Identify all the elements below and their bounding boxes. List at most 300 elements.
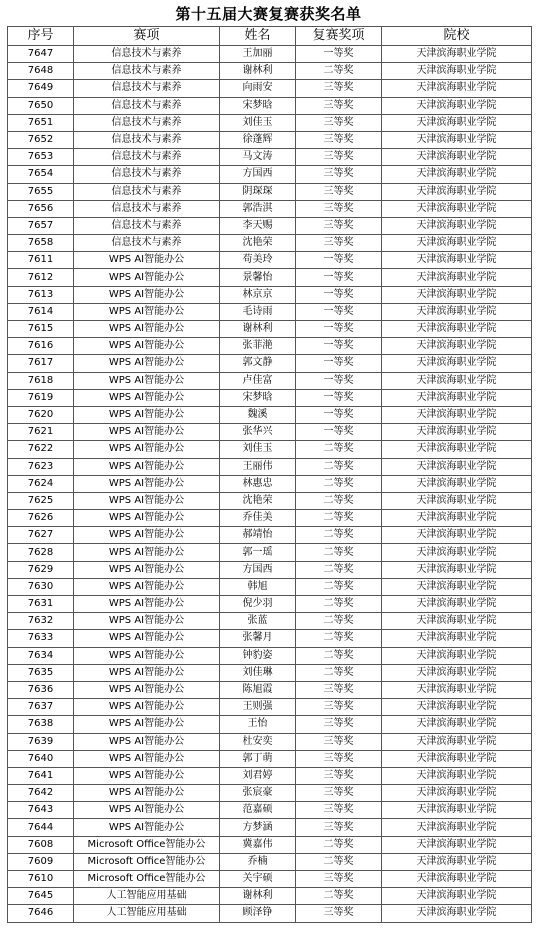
cell-name: 郭丁萌	[220, 750, 296, 767]
cell-id: 7649	[8, 80, 74, 97]
cell-school: 天津滨海职业学院	[382, 767, 532, 784]
cell-event: WPS AI智能办公	[74, 699, 220, 716]
cell-id: 7625	[8, 492, 74, 509]
cell-id: 7654	[8, 166, 74, 183]
cell-id: 7622	[8, 441, 74, 458]
cell-id: 7652	[8, 131, 74, 148]
table-row	[8, 664, 532, 681]
cell-school: 天津滨海职业学院	[382, 836, 532, 853]
table-row	[8, 699, 532, 716]
cell-event: WPS AI智能办公	[74, 338, 220, 355]
cell-name: 张华兴	[220, 424, 296, 441]
cell-event: WPS AI智能办公	[74, 802, 220, 819]
cell-name: 景馨怡	[220, 269, 296, 286]
cell-award: 一等奖	[296, 389, 382, 406]
cell-event: WPS AI智能办公	[74, 321, 220, 338]
cell-school: 天津滨海职业学院	[382, 200, 532, 217]
cell-event: Microsoft Office智能办公	[74, 836, 220, 853]
cell-school: 天津滨海职业学院	[382, 699, 532, 716]
cell-award: 二等奖	[296, 441, 382, 458]
cell-school: 天津滨海职业学院	[382, 853, 532, 870]
table-row	[8, 114, 532, 131]
table-row	[8, 596, 532, 613]
table-row	[8, 716, 532, 733]
cell-event: WPS AI智能办公	[74, 424, 220, 441]
cell-school: 天津滨海职业学院	[382, 888, 532, 905]
cell-award: 二等奖	[296, 664, 382, 681]
table-row	[8, 492, 532, 509]
cell-name: 沈艳荣	[220, 492, 296, 509]
cell-id: 7653	[8, 149, 74, 166]
cell-name: 毛诗雨	[220, 303, 296, 320]
cell-name: 苟美玲	[220, 252, 296, 269]
cell-award: 二等奖	[296, 596, 382, 613]
cell-award: 二等奖	[296, 475, 382, 492]
cell-event: WPS AI智能办公	[74, 441, 220, 458]
cell-name: 方国西	[220, 561, 296, 578]
table-row	[8, 578, 532, 595]
cell-id: 7646	[8, 905, 74, 922]
cell-school: 天津滨海职业学院	[382, 596, 532, 613]
cell-id: 7648	[8, 63, 74, 80]
cell-id: 7655	[8, 183, 74, 200]
cell-award: 三等奖	[296, 750, 382, 767]
table-row	[8, 767, 532, 784]
cell-award: 三等奖	[296, 114, 382, 131]
cell-name: 方国西	[220, 166, 296, 183]
cell-id: 7608	[8, 836, 74, 853]
cell-school: 天津滨海职业学院	[382, 630, 532, 647]
header-id: 序号	[8, 27, 74, 46]
cell-name: 郭一瑶	[220, 544, 296, 561]
cell-id: 7618	[8, 372, 74, 389]
cell-school: 天津滨海职业学院	[382, 166, 532, 183]
table-row	[8, 149, 532, 166]
cell-school: 天津滨海职业学院	[382, 458, 532, 475]
cell-name: 范嘉硕	[220, 802, 296, 819]
cell-award: 三等奖	[296, 80, 382, 97]
table-row	[8, 217, 532, 234]
cell-event: 信息技术与素养	[74, 46, 220, 63]
cell-school: 天津滨海职业学院	[382, 63, 532, 80]
cell-id: 7650	[8, 97, 74, 114]
cell-name: 钟豹姿	[220, 647, 296, 664]
cell-name: 郝靖怡	[220, 527, 296, 544]
cell-award: 二等奖	[296, 458, 382, 475]
header-name: 姓名	[220, 27, 296, 46]
cell-id: 7658	[8, 235, 74, 252]
cell-award: 一等奖	[296, 424, 382, 441]
cell-school: 天津滨海职业学院	[382, 664, 532, 681]
cell-school: 天津滨海职业学院	[382, 252, 532, 269]
cell-id: 7613	[8, 286, 74, 303]
cell-id: 7629	[8, 561, 74, 578]
cell-school: 天津滨海职业学院	[382, 475, 532, 492]
cell-award: 一等奖	[296, 286, 382, 303]
cell-award: 三等奖	[296, 200, 382, 217]
cell-school: 天津滨海职业学院	[382, 303, 532, 320]
cell-event: 人工智能应用基础	[74, 888, 220, 905]
cell-id: 7632	[8, 613, 74, 630]
cell-award: 一等奖	[296, 406, 382, 423]
cell-school: 天津滨海职业学院	[382, 217, 532, 234]
cell-school: 天津滨海职业学院	[382, 561, 532, 578]
cell-event: 信息技术与素养	[74, 131, 220, 148]
cell-name: 陈旭霞	[220, 681, 296, 698]
cell-school: 天津滨海职业学院	[382, 733, 532, 750]
table-row	[8, 355, 532, 372]
cell-school: 天津滨海职业学院	[382, 149, 532, 166]
table-row	[8, 544, 532, 561]
cell-event: WPS AI智能办公	[74, 406, 220, 423]
cell-name: 郭浩淇	[220, 200, 296, 217]
table-row	[8, 338, 532, 355]
cell-id: 7636	[8, 681, 74, 698]
cell-name: 谢林利	[220, 888, 296, 905]
cell-school: 天津滨海职业学院	[382, 785, 532, 802]
cell-award: 一等奖	[296, 269, 382, 286]
cell-school: 天津滨海职业学院	[382, 46, 532, 63]
cell-event: WPS AI智能办公	[74, 355, 220, 372]
table-row	[8, 200, 532, 217]
cell-id: 7611	[8, 252, 74, 269]
cell-event: 信息技术与素养	[74, 183, 220, 200]
cell-id: 7624	[8, 475, 74, 492]
cell-award: 三等奖	[296, 699, 382, 716]
cell-name: 郭文静	[220, 355, 296, 372]
cell-id: 7640	[8, 750, 74, 767]
cell-name: 沈艳荣	[220, 235, 296, 252]
cell-award: 二等奖	[296, 647, 382, 664]
cell-id: 7645	[8, 888, 74, 905]
cell-name: 杜安奕	[220, 733, 296, 750]
cell-name: 林京京	[220, 286, 296, 303]
cell-event: WPS AI智能办公	[74, 286, 220, 303]
cell-school: 天津滨海职业学院	[382, 389, 532, 406]
cell-id: 7626	[8, 510, 74, 527]
cell-name: 卢佳富	[220, 372, 296, 389]
cell-id: 7631	[8, 596, 74, 613]
cell-school: 天津滨海职业学院	[382, 819, 532, 836]
cell-name: 刘君婷	[220, 767, 296, 784]
cell-event: WPS AI智能办公	[74, 767, 220, 784]
cell-name: 刘佳玉	[220, 441, 296, 458]
cell-award: 三等奖	[296, 217, 382, 234]
document-title: 第十五届大赛复赛获奖名单	[175, 5, 362, 23]
cell-school: 天津滨海职业学院	[382, 269, 532, 286]
table-row	[8, 561, 532, 578]
cell-award: 一等奖	[296, 372, 382, 389]
cell-event: WPS AI智能办公	[74, 492, 220, 509]
cell-award: 一等奖	[296, 252, 382, 269]
cell-name: 张宸豪	[220, 785, 296, 802]
table-row	[8, 836, 532, 853]
header-award: 复赛奖项	[296, 27, 382, 46]
table-row	[8, 97, 532, 114]
cell-id: 7621	[8, 424, 74, 441]
cell-school: 天津滨海职业学院	[382, 681, 532, 698]
cell-name: 谢林利	[220, 321, 296, 338]
cell-award: 二等奖	[296, 853, 382, 870]
cell-id: 7651	[8, 114, 74, 131]
cell-name: 韩旭	[220, 578, 296, 595]
cell-event: WPS AI智能办公	[74, 303, 220, 320]
cell-award: 二等奖	[296, 836, 382, 853]
cell-id: 7647	[8, 46, 74, 63]
cell-id: 7617	[8, 355, 74, 372]
cell-name: 王加丽	[220, 46, 296, 63]
cell-id: 7633	[8, 630, 74, 647]
cell-event: WPS AI智能办公	[74, 733, 220, 750]
table-row	[8, 475, 532, 492]
table-row	[8, 785, 532, 802]
cell-name: 关宇硕	[220, 871, 296, 888]
cell-school: 天津滨海职业学院	[382, 321, 532, 338]
cell-school: 天津滨海职业学院	[382, 235, 532, 252]
cell-id: 7610	[8, 871, 74, 888]
table-row	[8, 372, 532, 389]
cell-event: WPS AI智能办公	[74, 596, 220, 613]
table-row	[8, 613, 532, 630]
cell-event: 信息技术与素养	[74, 166, 220, 183]
table-row	[8, 647, 532, 664]
cell-award: 一等奖	[296, 321, 382, 338]
cell-school: 天津滨海职业学院	[382, 613, 532, 630]
cell-school: 天津滨海职业学院	[382, 750, 532, 767]
table-row	[8, 166, 532, 183]
cell-name: 魏溪	[220, 406, 296, 423]
cell-event: 信息技术与素养	[74, 200, 220, 217]
table-row	[8, 252, 532, 269]
cell-award: 二等奖	[296, 527, 382, 544]
cell-event: 信息技术与素养	[74, 97, 220, 114]
cell-event: 信息技术与素养	[74, 63, 220, 80]
cell-award: 三等奖	[296, 131, 382, 148]
cell-id: 7642	[8, 785, 74, 802]
cell-name: 宋梦晗	[220, 97, 296, 114]
table-row	[8, 802, 532, 819]
table-row	[8, 303, 532, 320]
table-row	[8, 269, 532, 286]
table-row	[8, 80, 532, 97]
cell-id: 7619	[8, 389, 74, 406]
table-row	[8, 527, 532, 544]
table-header-row	[8, 27, 532, 46]
cell-name: 王怡	[220, 716, 296, 733]
cell-name: 林惠忠	[220, 475, 296, 492]
cell-name: 乔佳美	[220, 510, 296, 527]
cell-event: 信息技术与素养	[74, 114, 220, 131]
cell-school: 天津滨海职业学院	[382, 578, 532, 595]
table-row	[8, 510, 532, 527]
cell-school: 天津滨海职业学院	[382, 905, 532, 922]
cell-name: 倪少羽	[220, 596, 296, 613]
cell-id: 7616	[8, 338, 74, 355]
cell-award: 三等奖	[296, 716, 382, 733]
cell-award: 三等奖	[296, 733, 382, 750]
awards-table	[7, 26, 532, 923]
cell-name: 李天赐	[220, 217, 296, 234]
cell-name: 阴琛琛	[220, 183, 296, 200]
table-row	[8, 853, 532, 870]
cell-award: 三等奖	[296, 149, 382, 166]
cell-award: 二等奖	[296, 888, 382, 905]
cell-school: 天津滨海职业学院	[382, 406, 532, 423]
table-row	[8, 871, 532, 888]
cell-name: 向雨安	[220, 80, 296, 97]
cell-school: 天津滨海职业学院	[382, 338, 532, 355]
cell-award: 一等奖	[296, 338, 382, 355]
cell-school: 天津滨海职业学院	[382, 183, 532, 200]
cell-event: WPS AI智能办公	[74, 372, 220, 389]
cell-id: 7628	[8, 544, 74, 561]
cell-event: WPS AI智能办公	[74, 458, 220, 475]
cell-event: WPS AI智能办公	[74, 630, 220, 647]
cell-id: 7635	[8, 664, 74, 681]
cell-event: WPS AI智能办公	[74, 750, 220, 767]
table-row	[8, 681, 532, 698]
cell-school: 天津滨海职业学院	[382, 527, 532, 544]
cell-id: 7623	[8, 458, 74, 475]
table-body	[8, 46, 532, 923]
table-row	[8, 819, 532, 836]
table-row	[8, 63, 532, 80]
cell-award: 三等奖	[296, 871, 382, 888]
cell-school: 天津滨海职业学院	[382, 424, 532, 441]
cell-school: 天津滨海职业学院	[382, 97, 532, 114]
cell-event: WPS AI智能办公	[74, 269, 220, 286]
cell-school: 天津滨海职业学院	[382, 492, 532, 509]
cell-name: 谢林利	[220, 63, 296, 80]
cell-id: 7644	[8, 819, 74, 836]
cell-name: 王丽伟	[220, 458, 296, 475]
table-row	[8, 441, 532, 458]
cell-event: WPS AI智能办公	[74, 510, 220, 527]
cell-school: 天津滨海职业学院	[382, 647, 532, 664]
cell-name: 顾泽铮	[220, 905, 296, 922]
cell-name: 张菲滟	[220, 338, 296, 355]
cell-event: WPS AI智能办公	[74, 475, 220, 492]
cell-name: 徐蓬辉	[220, 131, 296, 148]
cell-award: 三等奖	[296, 819, 382, 836]
header-event: 赛项	[74, 27, 220, 46]
header-school: 院校	[382, 27, 532, 46]
cell-school: 天津滨海职业学院	[382, 372, 532, 389]
cell-award: 三等奖	[296, 905, 382, 922]
cell-award: 二等奖	[296, 510, 382, 527]
cell-award: 二等奖	[296, 630, 382, 647]
table-row	[8, 888, 532, 905]
table-row	[8, 321, 532, 338]
cell-school: 天津滨海职业学院	[382, 80, 532, 97]
cell-school: 天津滨海职业学院	[382, 131, 532, 148]
cell-id: 7609	[8, 853, 74, 870]
cell-event: WPS AI智能办公	[74, 527, 220, 544]
table-row	[8, 733, 532, 750]
cell-event: WPS AI智能办公	[74, 561, 220, 578]
cell-name: 张馨月	[220, 630, 296, 647]
cell-id: 7639	[8, 733, 74, 750]
cell-school: 天津滨海职业学院	[382, 441, 532, 458]
cell-event: 信息技术与素养	[74, 235, 220, 252]
cell-award: 二等奖	[296, 561, 382, 578]
table-row	[8, 286, 532, 303]
cell-award: 三等奖	[296, 767, 382, 784]
cell-id: 7656	[8, 200, 74, 217]
cell-name: 方梦涵	[220, 819, 296, 836]
cell-award: 二等奖	[296, 63, 382, 80]
cell-award: 三等奖	[296, 166, 382, 183]
cell-name: 宋梦晗	[220, 389, 296, 406]
cell-event: WPS AI智能办公	[74, 716, 220, 733]
cell-event: WPS AI智能办公	[74, 252, 220, 269]
table-row	[8, 46, 532, 63]
cell-id: 7612	[8, 269, 74, 286]
cell-id: 7620	[8, 406, 74, 423]
cell-award: 二等奖	[296, 544, 382, 561]
cell-event: 人工智能应用基础	[74, 905, 220, 922]
cell-event: WPS AI智能办公	[74, 613, 220, 630]
table-row	[8, 750, 532, 767]
cell-id: 7641	[8, 767, 74, 784]
cell-id: 7634	[8, 647, 74, 664]
table-row	[8, 131, 532, 148]
cell-award: 二等奖	[296, 492, 382, 509]
table-row	[8, 458, 532, 475]
cell-award: 三等奖	[296, 235, 382, 252]
cell-award: 三等奖	[296, 785, 382, 802]
cell-award: 二等奖	[296, 578, 382, 595]
cell-id: 7637	[8, 699, 74, 716]
cell-award: 一等奖	[296, 46, 382, 63]
cell-id: 7630	[8, 578, 74, 595]
cell-school: 天津滨海职业学院	[382, 114, 532, 131]
cell-award: 一等奖	[296, 303, 382, 320]
table-row	[8, 406, 532, 423]
table-row	[8, 183, 532, 200]
table-row	[8, 424, 532, 441]
cell-event: WPS AI智能办公	[74, 544, 220, 561]
cell-school: 天津滨海职业学院	[382, 286, 532, 303]
table-row	[8, 905, 532, 922]
table-row	[8, 389, 532, 406]
cell-award: 三等奖	[296, 802, 382, 819]
cell-name: 冀嘉伟	[220, 836, 296, 853]
cell-event: Microsoft Office智能办公	[74, 853, 220, 870]
cell-name: 张蓝	[220, 613, 296, 630]
cell-school: 天津滨海职业学院	[382, 871, 532, 888]
cell-award: 三等奖	[296, 97, 382, 114]
cell-name: 王则强	[220, 699, 296, 716]
cell-event: Microsoft Office智能办公	[74, 871, 220, 888]
cell-name: 乔楠	[220, 853, 296, 870]
cell-event: WPS AI智能办公	[74, 578, 220, 595]
cell-event: WPS AI智能办公	[74, 389, 220, 406]
cell-school: 天津滨海职业学院	[382, 544, 532, 561]
cell-event: WPS AI智能办公	[74, 819, 220, 836]
cell-award: 三等奖	[296, 681, 382, 698]
cell-id: 7615	[8, 321, 74, 338]
cell-award: 二等奖	[296, 613, 382, 630]
cell-event: WPS AI智能办公	[74, 664, 220, 681]
cell-name: 刘佳琳	[220, 664, 296, 681]
table-row	[8, 235, 532, 252]
cell-event: WPS AI智能办公	[74, 681, 220, 698]
cell-award: 一等奖	[296, 355, 382, 372]
table-row	[8, 630, 532, 647]
cell-id: 7627	[8, 527, 74, 544]
cell-school: 天津滨海职业学院	[382, 802, 532, 819]
